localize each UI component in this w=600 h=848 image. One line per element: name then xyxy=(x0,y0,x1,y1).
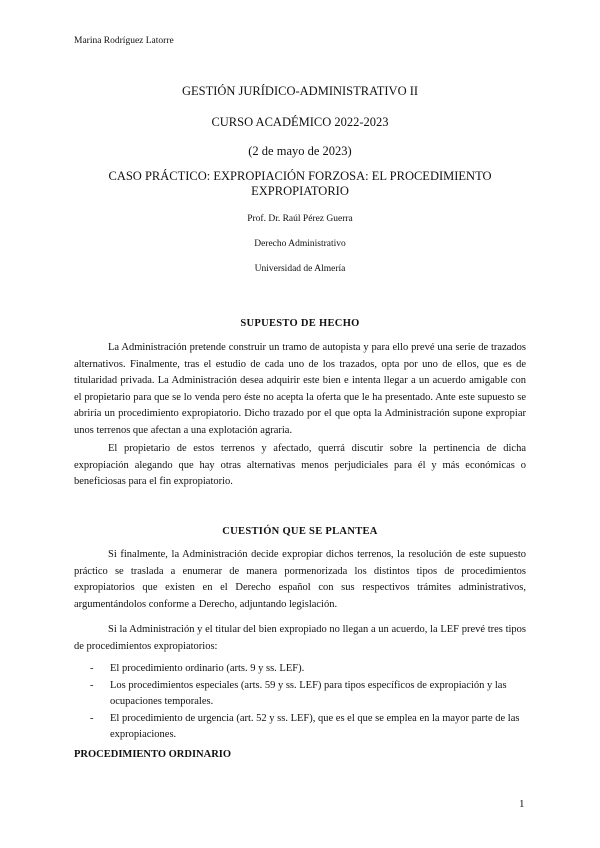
list-item-text: El procedimiento ordinario (arts. 9 y ss. LEF). xyxy=(110,663,305,674)
procedure-list xyxy=(74,661,526,744)
question-paragraph-1: Si finalmente, la Administración decide expropiar dichos terrenos, la resolución de este supuesto práctico se traslada a enumerar de manera pormenorizada los distintos tipos de procedimientos expropiatorios que existen en el Derecho español con sus respectivos trámites administrativos, argumentándolos conforme a Derecho, adjuntando legislación. xyxy=(74,549,526,610)
case-title-line2: EXPROPIATORIO xyxy=(251,184,349,198)
date-line: (2 de mayo de 2023) xyxy=(248,144,352,158)
list-item-text: Los procedimientos especiales (arts. 59 y ss. LEF) para tipos específicos de expropiación y las ocupaciones temporales. xyxy=(110,679,507,708)
bullet-dash: - xyxy=(90,663,94,674)
section-heading-ordinary: PROCEDIMIENTO ORDINARIO xyxy=(74,749,232,760)
university-name: Universidad de Almería xyxy=(254,264,346,274)
course-title: CURSO ACADÉMICO 2022-2023 xyxy=(211,115,389,129)
list-item xyxy=(74,711,526,744)
case-title-line1: CASO PRÁCTICO: EXPROPIACIÓN FORZOSA: EL PROCEDIMIENTO xyxy=(108,169,492,183)
facts-paragraph-1: La Administración pretende construir un tramo de autopista y para ello prevé una serie de trazados alternativos. Finalmente, tras el estudio de cada uno de los trazados, opta por uno de ellos, que es de titularidad privada. La Administración desea adquirir este bien e intenta llegar a un acuerdo amigable con el propietario para que se lo venda pero éste no acepta la oferta que le ha presentado. Ante este supuesto se abriría un procedimiento expropiatorio. Dicho trazado por el que opta la Administración supone expropiar unos terrenos que afectan a una explotación agraria. xyxy=(74,342,526,436)
list-item xyxy=(74,661,526,678)
list-item xyxy=(74,678,526,711)
header-author: Marina Rodríguez Latorre xyxy=(74,36,174,46)
professor-name: Prof. Dr. Raúl Pérez Guerra xyxy=(247,214,353,224)
facts-paragraph-2: El propietario de estos terrenos y afectado, querrá discutir sobre la pertinencia de dicha expropiación alegando que hay otras alternativas menos perjudiciales para él y más económicas o beneficiosas para el fin expropiatorio. xyxy=(74,443,526,488)
bullet-dash: - xyxy=(90,712,94,724)
page-number: 1 xyxy=(519,798,525,810)
section-heading-question: CUESTIÓN QUE SE PLANTEA xyxy=(222,526,378,537)
subject-title: GESTIÓN JURÍDICO-ADMINISTRATIVO II xyxy=(181,84,419,98)
list-item-text: El procedimiento de urgencia (art. 52 y ss. LEF), que es el que se emplea en la mayor parte de las expropiaciones. xyxy=(110,712,520,741)
section-heading-facts: SUPUESTO DE HECHO xyxy=(240,318,360,329)
bullet-dash: - xyxy=(90,679,94,691)
question-paragraph-2: Si la Administración y el titular del bien expropiado no llegan a un acuerdo, la LEF prevé tres tipos de procedimientos expropiatorios: xyxy=(74,624,526,652)
department-name: Derecho Administrativo xyxy=(254,239,346,249)
